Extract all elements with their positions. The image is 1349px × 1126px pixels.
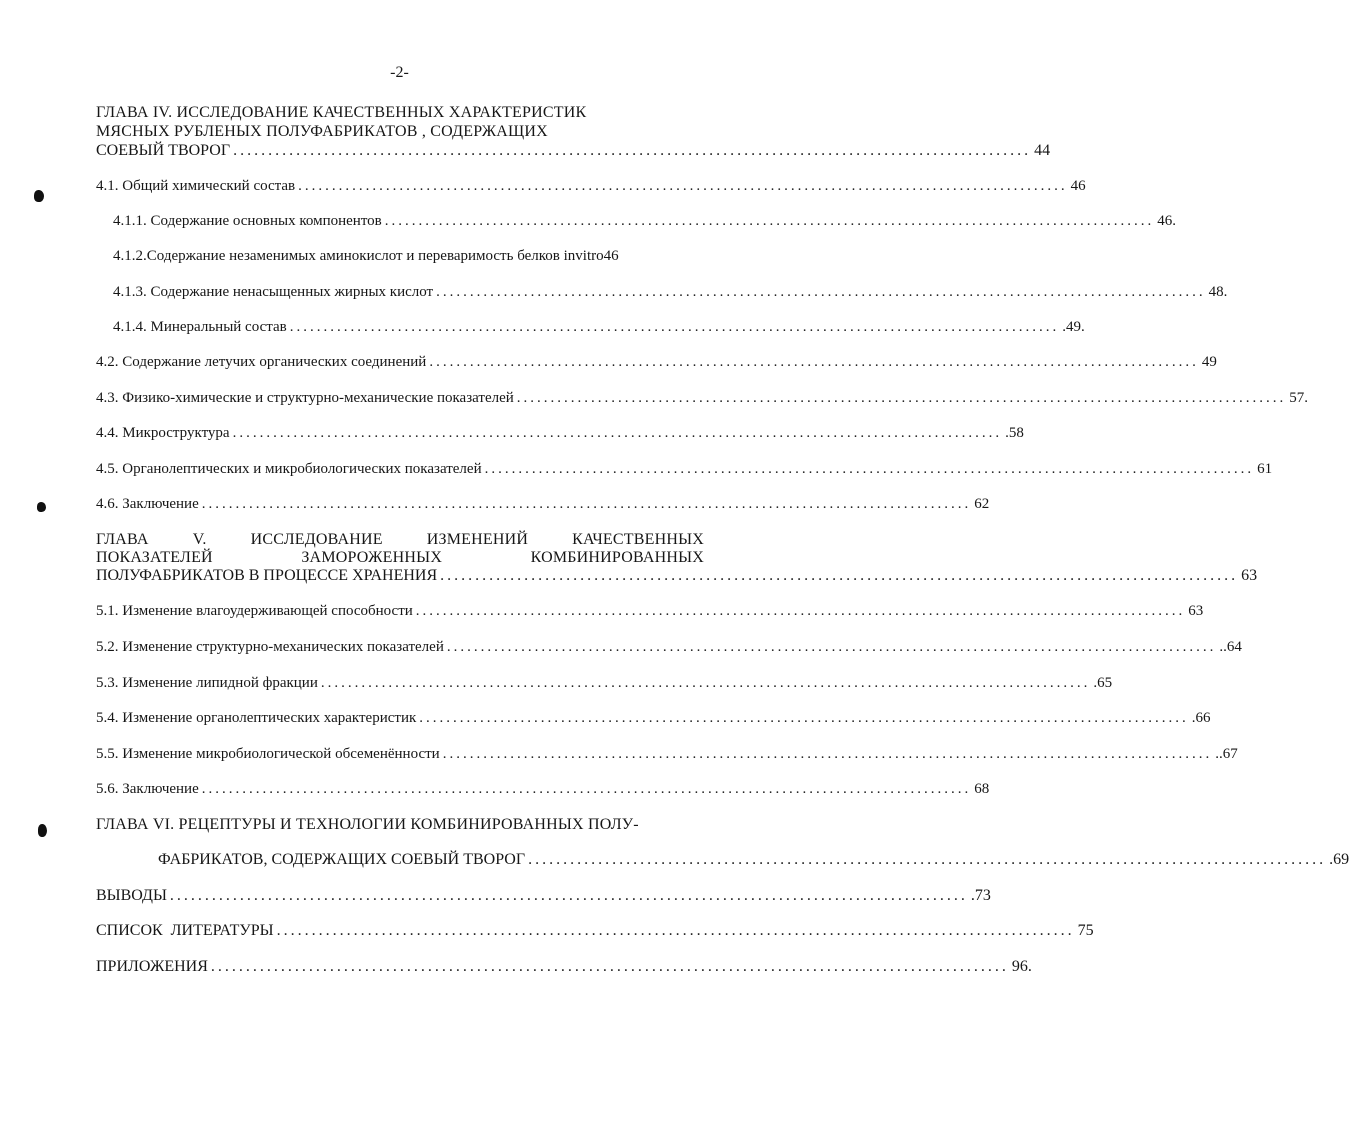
toc-entry-conclusions	[96, 887, 991, 905]
dot-leader: ..................................................................................................................	[169, 887, 968, 904]
dot-leader: ..................................................................................................................	[528, 851, 1327, 868]
entry-label: 5.1. Изменение влагоудерживающей способности	[96, 603, 413, 619]
chapter-5-line-2: ПОКАЗАТЕЛЕЙ ЗАМОРОЖЕННЫХ КОМБИНИРОВАННЫХ	[96, 549, 704, 566]
page-ref: 46	[603, 248, 619, 264]
page-ref: .49.	[1062, 319, 1085, 335]
toc-entry-references	[96, 922, 1094, 940]
toc-entry-5-4	[96, 709, 1211, 727]
entry-label: 4.5. Органолептических и микробиологических показателей	[96, 461, 482, 477]
page-ref: 57.	[1289, 390, 1309, 406]
dot-leader: ..................................................................................................................	[429, 354, 1199, 370]
page-ref: 61	[1257, 461, 1273, 477]
toc-entry-4-6	[96, 495, 990, 513]
page-ref: 49	[1201, 354, 1217, 370]
page-ref: 48.	[1208, 284, 1228, 300]
dot-leader: ..................................................................................................................	[298, 178, 1068, 194]
page-ref: 75	[1077, 922, 1094, 939]
scan-mark	[34, 190, 44, 202]
dot-leader: ..................................................................................................................	[446, 639, 1217, 655]
chapter-6-line-1: ГЛАВА VI. РЕЦЕПТУРЫ И ТЕХНОЛОГИИ КОМБИНИРОВАННЫХ ПОЛУ-	[96, 816, 639, 833]
page-ref: 46.	[1157, 213, 1177, 229]
toc-entry-4-5	[96, 460, 1273, 478]
dot-leader: ..................................................................................................................	[436, 284, 1206, 300]
dot-leader: ..................................................................................................................	[210, 958, 1009, 975]
entry-label: 4.1.3. Содержание ненасыщенных жирных кислот	[113, 284, 434, 300]
toc-entry-chapter-6	[158, 851, 1349, 869]
entry-label: 4.1.1. Содержание основных компонентов	[113, 213, 382, 229]
chapter-4-line-3: СОЕВЫЙ ТВОРОГ	[96, 142, 231, 159]
dot-leader: ..................................................................................................................	[516, 390, 1287, 406]
page-ref: 63	[1188, 603, 1204, 619]
page-ref: .58	[1005, 425, 1024, 441]
toc-entry-4-1-2	[113, 247, 699, 265]
entry-label: СПИСОК ЛИТЕРАТУРЫ	[96, 922, 274, 939]
chapter-4-line-1: ГЛАВА IV. ИССЛЕДОВАНИЕ КАЧЕСТВЕННЫХ ХАРАКТЕРИСТИК	[96, 104, 587, 121]
dot-leader: ..................................................................................................................	[289, 319, 1060, 335]
page-ref: ..64	[1219, 639, 1242, 655]
toc-entry-5-2	[96, 638, 1242, 656]
page-ref: 62	[974, 496, 990, 512]
chapter-4-line-2: МЯСНЫХ РУБЛЕНЫХ ПОЛУФАБРИКАТОВ , СОДЕРЖАЩИХ	[96, 123, 548, 140]
dot-leader: ..................................................................................................................	[232, 425, 1003, 441]
dot-leader: ..................................................................................................................	[233, 142, 1032, 159]
chapter-5-line-1: ГЛАВА V. ИССЛЕДОВАНИЕ ИЗМЕНЕНИЙ КАЧЕСТВЕННЫХ	[96, 531, 704, 548]
page-number: -2-	[390, 64, 409, 81]
entry-label: ПРИЛОЖЕНИЯ	[96, 958, 208, 975]
entry-label: 5.2. Изменение структурно-механических показателей	[96, 639, 444, 655]
entry-label: 4.2. Содержание летучих органических соединений	[96, 354, 427, 370]
entry-label: 4.1.4. Минеральный состав	[113, 319, 287, 335]
toc-entry-4-1	[96, 177, 1086, 195]
toc-entry-4-2	[96, 353, 1217, 371]
toc-entry-appendices	[96, 958, 1032, 976]
dot-leader: ..................................................................................................................	[484, 461, 1255, 477]
toc-entry-4-3	[96, 389, 1309, 407]
entry-label: 5.4. Изменение органолептических характеристик	[96, 710, 417, 726]
chapter-6-line-2: ФАБРИКАТОВ, СОДЕРЖАЩИХ СОЕВЫЙ ТВОРОГ	[158, 851, 526, 868]
dot-leader: ..................................................................................................................	[415, 603, 1186, 619]
toc-entry-4-1-3	[113, 283, 1228, 301]
page-ref: 44	[1034, 142, 1051, 159]
entry-label: 4.6. Заключение	[96, 496, 199, 512]
dot-leader: ..................................................................................................................	[419, 710, 1189, 726]
dot-leader: ..................................................................................................................	[440, 567, 1239, 584]
page-ref: ..67	[1215, 746, 1238, 762]
toc-entry-5-3	[96, 674, 1113, 692]
toc-entry-5-5	[96, 745, 1238, 763]
entry-label: 4.1.2.Содержание незаменимых аминокислот и переваримость белков invitro	[113, 248, 604, 264]
scan-mark	[38, 824, 47, 837]
dot-leader: ..................................................................................................................	[201, 496, 972, 512]
dot-leader: ..................................................................................................................	[384, 213, 1155, 229]
chapter-5-line-3: ПОЛУФАБРИКАТОВ В ПРОЦЕССЕ ХРАНЕНИЯ	[96, 567, 438, 584]
entry-label: 5.5. Изменение микробиологической обсеменённости	[96, 746, 440, 762]
entry-label: 4.1. Общий химический состав	[96, 178, 296, 194]
page-ref: 46	[1070, 178, 1086, 194]
toc-entry-4-1-1	[113, 212, 1177, 230]
dot-leader: ..................................................................................................................	[442, 746, 1213, 762]
page-ref: 96.	[1011, 958, 1032, 975]
toc-entry-5-1	[96, 602, 1204, 620]
page-ref: .73	[970, 887, 991, 904]
dot-leader: ..................................................................................................................	[201, 781, 972, 797]
toc-entry-chapter-5	[96, 567, 1258, 585]
entry-label: 5.6. Заключение	[96, 781, 199, 797]
toc-entry-chapter-4	[96, 142, 1051, 160]
toc-entry-5-6	[96, 780, 990, 798]
page-ref: 68	[974, 781, 990, 797]
toc-entry-4-1-4	[113, 318, 1085, 336]
page-ref: 63	[1241, 567, 1258, 584]
entry-label: 4.4. Микроструктура	[96, 425, 230, 441]
toc-entry-4-4	[96, 424, 1024, 442]
dot-leader: ..................................................................................................................	[276, 922, 1075, 939]
page-ref: .69	[1329, 851, 1349, 868]
scan-mark	[37, 502, 46, 512]
entry-label: 4.3. Физико-химические и структурно-механические показателей	[96, 390, 514, 406]
dot-leader: ..................................................................................................................	[320, 675, 1091, 691]
entry-label: ВЫВОДЫ	[96, 887, 167, 904]
page-ref: .66	[1191, 710, 1211, 726]
entry-label: 5.3. Изменение липидной фракции	[96, 675, 318, 691]
page-ref: .65	[1093, 675, 1113, 691]
